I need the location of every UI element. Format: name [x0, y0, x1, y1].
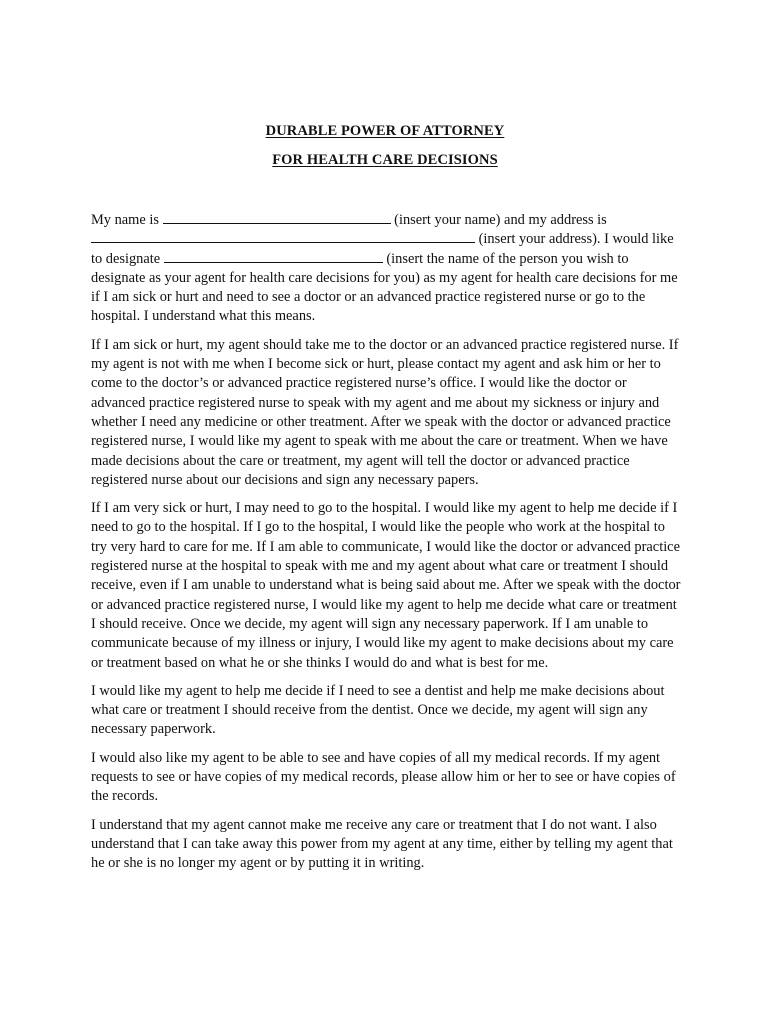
paragraph-medical-records: I would also like my agent to be able to see and have copies of all my medical records. If my agent requests to see or have copies of my medical records, please allow him or her to see or have copies of the records.	[91, 749, 676, 805]
document-body	[91, 211, 683, 883]
paragraph-revocation: I understand that my agent cannot make me receive any care or treatment that I do not want. I also understand that I can take away this power from my agent at any time, either by telling my agent that he or she is no longer my agent or by putting it in writing.	[91, 816, 673, 872]
document-title: DURABLE POWER OF ATTORNEY	[265, 123, 505, 139]
paragraph-designation	[91, 211, 683, 327]
your-address-field[interactable]	[91, 230, 475, 243]
designation-text: (insert the name of the person you wish to designate as your agent for health care decisions for you) as my agent for health care decisions for me if I am sick or hurt and need to see a doctor or an advanced practice registered nurse or go to the hospital. I understand what this means.	[91, 250, 678, 325]
designate-prefix-text: (insert your address). I would like to designate	[91, 231, 674, 267]
paragraph-dentist: I would like my agent to help me decide if I need to see a dentist and help me make decisions about what care or treatment I should receive from the dentist. Once we decide, my agent will sign any necessary paperwork.	[91, 682, 665, 738]
name-prefix-text: My name is	[91, 212, 159, 228]
agent-name-field[interactable]	[164, 250, 383, 263]
paragraph-hospital: If I am very sick or hurt, I may need to go to the hospital. I would like my agent to help me decide if I need to go to the hospital. If I go to the hospital, I would like the people who work at the hospital to try very hard to care for me. If I am able to communicate, I would like the doctor or advanced practice registered nurse at the hospital to speak with me and my agent about what care or treatment I should receive, even if I am unable to understand what is being said about me. After we speak with the doctor or advanced practice registered nurse, I would like my agent to help me decide what care or treatment I should receive. Once we decide, my agent will sign any necessary paperwork. If I am unable to communicate because of my illness or injury, I would like my agent to make decisions about my care or treatment based on what he or she thinks I would do and what is best for me.	[91, 500, 681, 671]
document-subtitle: FOR HEALTH CARE DECISIONS	[272, 152, 498, 168]
address-prefix-text: (insert your name) and my address is	[394, 212, 607, 228]
paragraph-doctor-visits: If I am sick or hurt, my agent should take me to the doctor or an advanced practice registered nurse. If my agent is not with me when I become sick or hurt, please contact my agent and ask him or her to come to the doctor’s or advanced practice registered nurse’s office. I would like the doctor or advanced practice registered nurse to speak with my agent and me about my sickness or injury and whether I need any medicine or other treatment. After we speak with the doctor or advanced practice registered nurse, I would like my agent to speak with me about the care or treatment. When we have made decisions about the care or treatment, my agent will tell the doctor or advanced practice registered nurse about our decisions and sign any necessary papers.	[91, 336, 679, 488]
your-name-field[interactable]	[163, 211, 391, 224]
